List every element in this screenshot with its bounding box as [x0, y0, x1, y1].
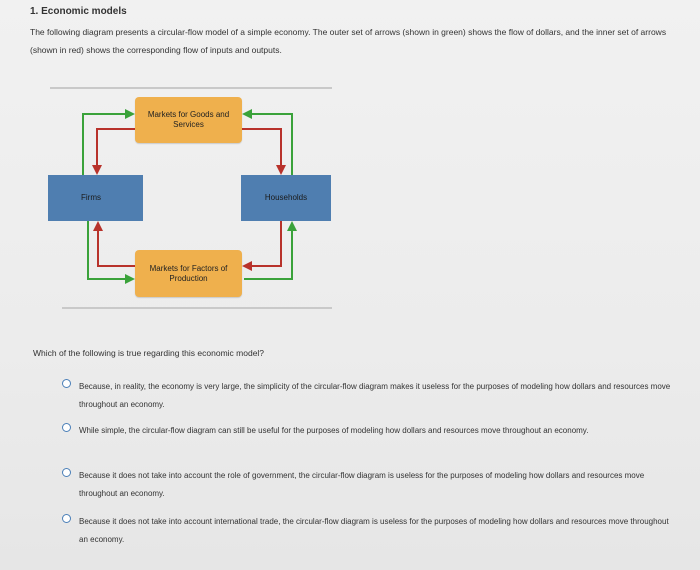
answer-option-2[interactable]	[62, 422, 679, 440]
factors-market-box: Markets for Factors of Production	[135, 250, 242, 297]
question-title: 1. Economic models	[30, 6, 127, 17]
answer-option-label: While simple, the circular-flow diagram can still be useful for the purposes of modeling how dollars and resources move throughout an economy.	[79, 426, 589, 435]
dollar-flow-bottom-left	[88, 221, 133, 279]
goods-flow-top-left	[97, 129, 135, 173]
households-box: Households	[241, 175, 331, 221]
diagram-bottom-divider	[62, 307, 332, 309]
answer-option-4[interactable]	[62, 513, 679, 549]
goods-flow-bottom-left	[98, 223, 135, 266]
answer-option-label: Because, in reality, the economy is very large, the simplicity of the circular-flow diagram makes it useless for the purposes of modeling how dollars and resources move throughout an economy.	[79, 382, 671, 409]
dollar-flow-bottom-right	[244, 223, 292, 279]
radio-button[interactable]	[62, 468, 71, 477]
goods-services-market-box: Markets for Goods and Services	[135, 97, 242, 143]
radio-button[interactable]	[62, 423, 71, 432]
dollar-flow-top	[83, 114, 133, 175]
goods-flow-bottom-right	[244, 221, 281, 266]
answer-option-label: Because it does not take into account the role of government, the circular-flow diagram is useless for the purposes of modeling how dollars and resources move throughout an economy.	[79, 471, 645, 498]
answer-option-3[interactable]	[62, 467, 679, 503]
question-prompt: Which of the following is true regarding this economic model?	[33, 348, 265, 358]
dollar-flow-top-right	[244, 114, 292, 175]
goods-flow-top-right	[242, 129, 281, 173]
radio-button[interactable]	[62, 514, 71, 523]
question-intro: The following diagram presents a circular-flow model of a simple economy. The outer set of arrows (shown in green) shows the flow of dollars, and the inner set of arrows (shown in red) shows the corresponding flow of inputs and outputs.	[30, 27, 667, 55]
firms-box: Firms	[48, 175, 143, 221]
answer-option-1[interactable]	[62, 378, 679, 414]
answer-option-label: Because it does not take into account international trade, the circular-flow diagram is useless for the purposes of modeling how dollars and resources move throughout an economy.	[79, 517, 669, 544]
radio-button[interactable]	[62, 379, 71, 388]
